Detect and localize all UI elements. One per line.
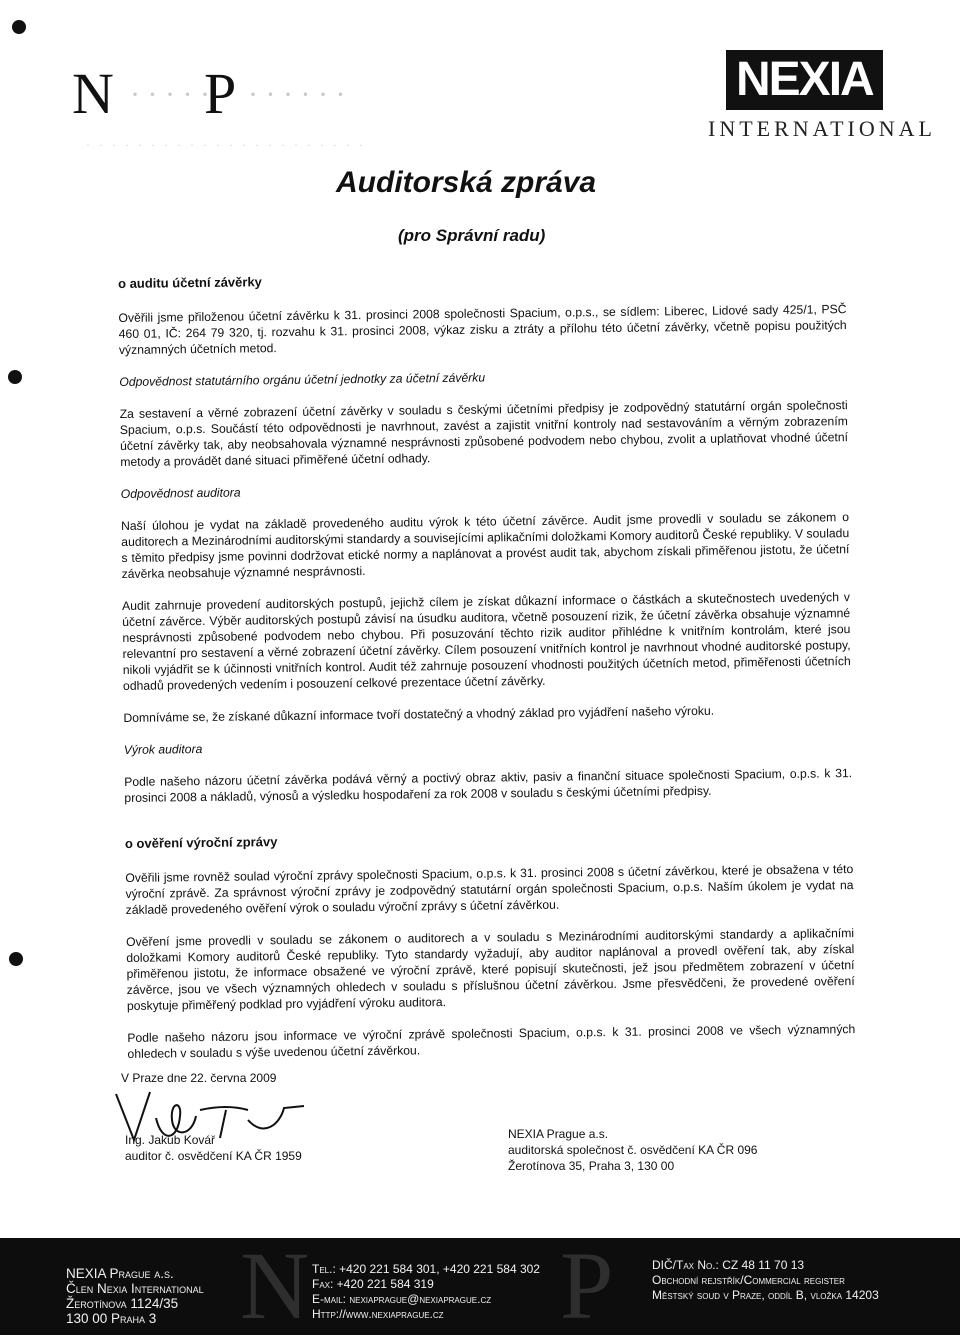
section-annual-report-heading: o ověření výroční zprávy [124, 834, 278, 851]
footer-member: Člen Nexia International [66, 1281, 204, 1296]
auditor-license: auditor č. osvědčení KA ČR 1959 [125, 1149, 302, 1163]
nexia-logo-mark: NEXIA [726, 50, 883, 110]
footer-registry-block [652, 1258, 879, 1303]
firm-signature-block [508, 1126, 757, 1174]
report-title: Auditorská zpráva [336, 166, 597, 199]
letterhead-faint-text-2: · · · · · · [248, 78, 346, 111]
auditor-opinion-paragraph: Podle našeho názoru účetní závěrka podává věrný a poctivý obraz aktiv, pasiv a finanční situace společnosti Spacium, o.p.s. k 31. prosinci 2008 a nákladů, výnosů a výsledku hospodaření za rok 2008 v souladu s českými účetními předpisy. [124, 766, 853, 805]
footer-street: Žerotínova 1124/35 [66, 1296, 179, 1311]
letterhead-faint-text-1: · · · · · [130, 78, 210, 111]
firm-license: auditorská společnost č. osvědčení KA ČR 096 [508, 1143, 758, 1157]
letterhead-p: P [204, 61, 239, 126]
statutory-responsibility-paragraph: Za sestavení a věrné zobrazení účetní závěrky v souladu s českými účetními předpisy je zodpovědný statutární orgán společnosti Spacium, o.p.s. Součástí této odpovědnosti je navrhnout, zavést a zajistit vnitřní kontroly nad sestavováním a věrným zobrazením účetní závěrky tak, aby neobsahovala významné nesprávnosti způsobené podvodem nebo chybou, zvolit a uplatňovat vhodné účetní metody a provádět dané situaci přiměřené účetní odhady. [119, 398, 849, 469]
footer-contact-block [312, 1262, 540, 1322]
footer-tax: DIČ/Tax No.: CZ 48 11 70 13 [652, 1258, 805, 1272]
nexia-logo-subtext: INTERNATIONAL [708, 116, 936, 141]
footer-register: Obchodní rejstřík/Commercial register [652, 1273, 845, 1287]
auditor-opinion-heading: Výrok auditora [123, 742, 203, 757]
punch-hole-top [12, 20, 26, 34]
report-body [118, 267, 856, 1078]
footer-address-block [66, 1266, 204, 1326]
annual-report-paragraph-1: Ověřili jsme rovněž soulad výroční zprávy společnosti Spacium, o.p.s. k 31. prosinci 2008 s účetní závěrkou, které je obsažena v této výroční zprávě. Za správnost výroční zprávy je zodpovědný statutární orgán společnosti Spacium, o.p.s. Naším úkolem je vydat na základě provedeného ověření výrok o souladu výroční zprávy s účetní závěrkou. [125, 862, 854, 917]
statutory-responsibility-heading: Odpovědnost statutárního orgánu účetní jednotky za účetní závěrku [119, 370, 486, 389]
annual-report-paragraph-3: Podle našeho názoru jsou informace ve výroční zprávě společnosti Spacium, o.p.s. k 31. prosinci 2008 ve všech významných ohledech v souladu s výše uvedenou účetní závěrkou. [127, 1022, 856, 1061]
auditor-responsibility-paragraph-1: Naší úlohou je vydat na základě provedeného auditu výrok k této účetní závěrce. Audit jsme provedli v souladu se zákonem o auditorech a Mezinárodními auditorskými standardy a souvisejícími aplikačními doložkami Komory auditorů České republiky. V souladu s těmito předpisy jsme povinni dodržovat etické normy a naplánovat a provést audit tak, abychom získali přiměřenou jistotu, že účetní závěrka neobsahuje významné nesprávnosti. [120, 510, 850, 581]
letterhead-faint-tagline: · · · · · · · · · · · · · · · · · · · · · · [86, 138, 366, 152]
firm-address: Žerotínova 35, Praha 3, 130 00 [508, 1159, 675, 1173]
auditor-responsibility-paragraph-2: Audit zahrnuje provedení auditorských postupů, jejichž cílem je získat důkazní informace o částkách a skutečnostech uvedených v účetní závěrce. Výběr auditorských postupů závisí na úsudku auditora, včetně posouzení rizik, že účetní závěrka obsahuje významné nesprávnosti způsobené podvodem nebo chybou. Při posuzování těchto rizik auditor přihlédne k vnitřním kontrolám, které jsou relevantní pro sestavení a věrné zobrazení účetní závěrky. Cílem posouzení vnitřních kontrol je navrhnout vhodné auditorské postupy, nikoli vyjádřit se k účinnosti vnitřních kontrol. Audit též zahrnuje posouzení vhodnosti použitých účetních metod, přiměřenosti účetních odhadů provedených vedením i posouzení celkové prezentace účetní závěrky. [121, 590, 851, 693]
footer-city: 130 00 Praha 3 [66, 1311, 157, 1326]
footer-watermark: N [240, 1232, 310, 1339]
auditor-responsibility-heading: Odpovědnost auditora [120, 485, 241, 501]
letterhead-footer [0, 1232, 960, 1339]
footer-email[interactable]: E-mail: nexiaprague@nexiaprague.cz [312, 1292, 492, 1306]
footer-web[interactable]: Http://www.nexiaprague.cz [312, 1307, 444, 1321]
nexia-logo [708, 50, 938, 142]
signature-place-date: V Praze dne 22. června 2009 [121, 1071, 277, 1085]
footer-tel: Tel.: +420 221 584 301, +420 221 584 302 [312, 1262, 540, 1276]
punch-hole-middle [8, 370, 22, 384]
footer-company: NEXIA Prague a.s. [66, 1266, 174, 1281]
section-audit-heading: o auditu účetní závěrky [118, 274, 262, 291]
firm-name: NEXIA Prague a.s. [508, 1127, 609, 1141]
annual-report-paragraph-2: Ověření jsme provedli v souladu se zákonem o auditorech a v souladu s Mezinárodními auditorskými standardy a aplikačními doložkami Komory auditorů České republiky. Tyto standardy vyžadují, aby auditor naplánoval a provedl ověření tak, aby získal přiměřenou jistotu, že informace obsažené ve výroční zprávě, které popisují skutečnosti, jež jsou předmětem zobrazení v účetní závěrce, jsou ve všech významných ohledech v souladu s příslušnou účetní závěrkou. Jsme přesvědčeni, že provedené ověření poskytuje přiměřený podklad pro vyjádření výroku auditora. [126, 926, 855, 1013]
auditor-responsibility-paragraph-3: Domníváme se, že získané důkazní informace tvoří dostatečný a vhodný základ pro vyjádření našeho výroku. [123, 703, 715, 725]
report-subtitle: (pro Správní radu) [398, 226, 546, 245]
audit-intro-paragraph: Ověřili jsme přiloženou účetní závěrku k 31. prosinci 2008 společnosti Spacium, o.p.s., se sídlem: Liberec, Lidové sady 425/1, PSČ 460 01, IČ: 264 79 320, tj. rozvahu k 31. prosinci 2008, výkaz zisku a ztráty a přílohu této účetní závěrky, včetně popisu použitých významných účetních metod. [118, 302, 847, 357]
letterhead-n: N [72, 61, 116, 126]
auditor-name: Ing. Jakub Kovář [125, 1133, 216, 1147]
footer-fax: Fax: +420 221 584 319 [312, 1277, 434, 1291]
footer-court: Městský soud v Praze, oddíl B, vložka 14203 [652, 1288, 879, 1302]
punch-hole-bottom [9, 952, 23, 966]
auditor-signature-block [125, 1132, 302, 1164]
footer-watermark: P [560, 1232, 614, 1339]
